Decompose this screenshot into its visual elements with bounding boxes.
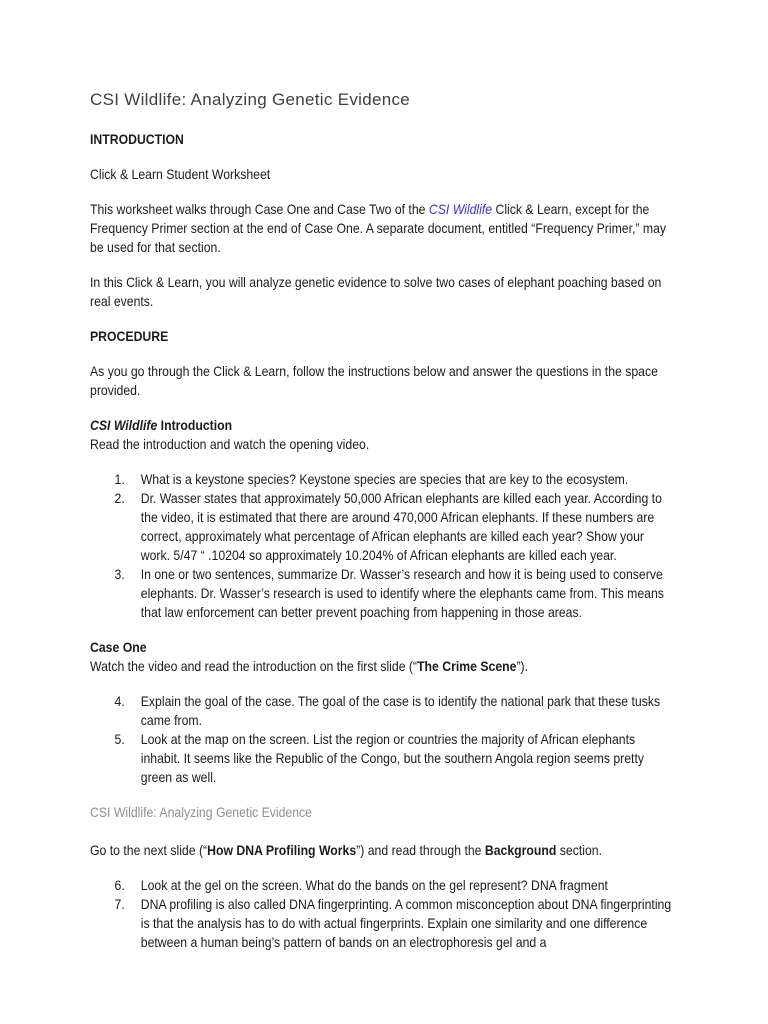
worksheet-subtitle: Click & Learn Student Worksheet <box>90 166 271 182</box>
question-text: In one or two sentences, summarize Dr. Wasser’s research and how it is being used to conserve elephants. Dr. Wasser’s research is used to identify where the elephants came from. This means that law enforcement can better prevent poaching from happening in those areas. <box>140 566 664 620</box>
intro-paragraph-1 <box>90 200 676 257</box>
question-number: 3. <box>114 566 125 582</box>
introduction-heading: INTRODUCTION <box>90 131 184 147</box>
csi-wildlife-introduction-subheading <box>90 416 676 435</box>
page-two-instruction-end: section. <box>556 842 602 858</box>
procedure-heading: PROCEDURE <box>90 328 169 344</box>
page-two-slide-name: How DNA Profiling Works <box>207 842 357 858</box>
page-two-section-name: Background <box>484 842 557 858</box>
csi-wildlife-introduction-subsection <box>90 416 676 454</box>
csi-wildlife-introduction-instruction: Read the introduction and watch the opening video. <box>90 436 370 452</box>
page-running-header: CSI Wildlife: Analyzing Genetic Evidence <box>90 804 312 820</box>
csi-wildlife-link[interactable]: CSI Wildlife <box>428 201 493 217</box>
case-one-instruction-start: Watch the video and read the introduction on the first slide (“ <box>90 658 418 674</box>
page-two-instruction-start: Go to the next slide (“ <box>90 842 208 858</box>
question-number: 7. <box>114 896 125 912</box>
csi-wildlife-introduction-subheading-rest: Introduction <box>157 417 233 433</box>
question-text: Dr. Wasser states that approximately 50,000 African elephants are killed each year. According to the video, it is estimated that there are around 470,000 African elephants. If these numbers are correct, approximately what percentage of African elephants are killed each year? Show your work. 5/47 “ .10204 so approximately 10.204% of African elephants are killed each year. <box>140 490 662 563</box>
case-one-instruction-end: ”). <box>516 658 529 674</box>
question-text: DNA profiling is also called DNA fingerprinting. A common misconception about DNA fingerprinting is that the analysis has to do with actual fingerprints. Explain one similarity and one difference between a human being’s pattern of bands on an electrophoresis gel and a <box>140 896 672 950</box>
question-item-4 <box>90 692 676 730</box>
question-item-7 <box>90 895 676 952</box>
case-one-heading: Case One <box>90 639 147 655</box>
question-item-1 <box>90 470 676 489</box>
question-number: 4. <box>114 693 125 709</box>
questions-list-introduction <box>90 470 676 622</box>
question-text: Look at the map on the screen. List the region or countries the majority of African elephants inhabit. It seems like the Republic of the Congo, but the southern Angola region seems pretty green as well. <box>140 731 644 785</box>
document-body <box>90 130 676 968</box>
question-text: What is a keystone species? Keystone species are species that are key to the ecosystem. <box>140 471 629 487</box>
question-number: 5. <box>114 731 125 747</box>
case-one-slide-name: The Crime Scene <box>417 658 517 674</box>
intro-paragraph-2: In this Click & Learn, you will analyze genetic evidence to solve two cases of elephant poaching based on real events. <box>90 274 662 309</box>
question-text: Look at the gel on the screen. What do the bands on the gel represent? DNA fragment <box>140 877 608 893</box>
question-number: 1. <box>114 471 125 487</box>
question-item-5 <box>90 730 676 787</box>
csi-wildlife-introduction-subheading-italic: CSI Wildlife <box>90 417 158 433</box>
question-item-6 <box>90 876 676 895</box>
questions-list-page-two <box>90 876 676 952</box>
case-one-instruction <box>90 657 676 676</box>
question-number: 6. <box>114 877 125 893</box>
question-number: 2. <box>114 490 125 506</box>
case-one-subsection <box>90 638 676 676</box>
page-two-instruction-middle: ”) and read through the <box>356 842 485 858</box>
intro-paragraph-1-text-end: Click & Learn, except for the Frequency Primer section at the end of Case One. A separate document, entitled “Frequency Primer,” may be used for that section. <box>90 201 667 255</box>
procedure-paragraph: As you go through the Click & Learn, follow the instructions below and answer the questions in the space provided. <box>90 363 658 398</box>
document-title: CSI Wildlife: Analyzing Genetic Evidence <box>90 90 411 109</box>
questions-list-case-one <box>90 692 676 787</box>
page-two-instruction <box>90 841 676 860</box>
question-item-3 <box>90 565 676 622</box>
intro-paragraph-1-text-start: This worksheet walks through Case One and Case Two of the <box>90 201 429 217</box>
question-item-2 <box>90 489 676 565</box>
question-text: Explain the goal of the case. The goal of the case is to identify the national park that these tusks came from. <box>140 693 661 728</box>
